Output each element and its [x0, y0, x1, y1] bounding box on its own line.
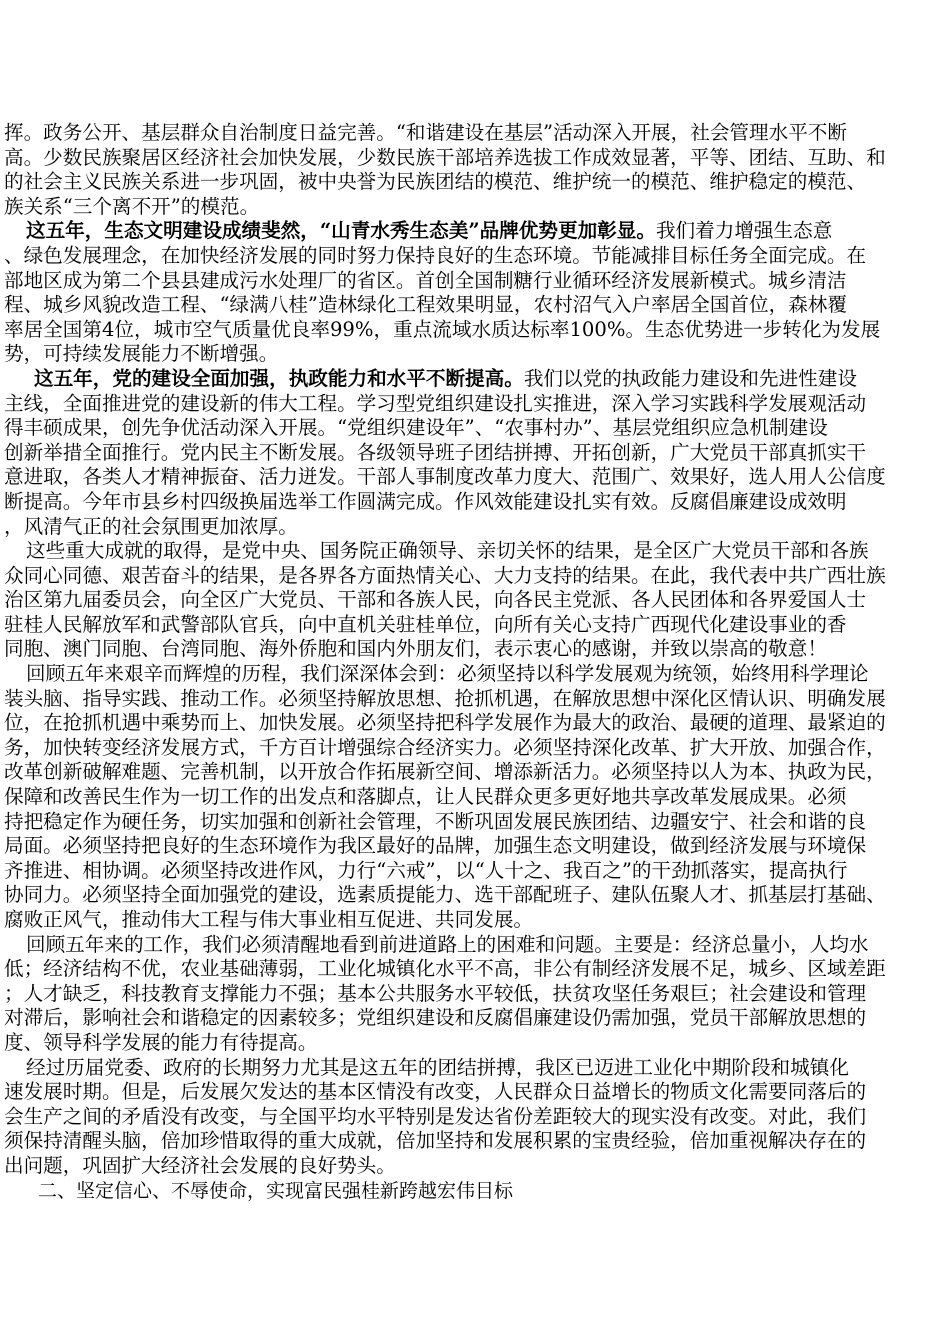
text-line: 局面。必须坚持把良好的生态环境作为我区最好的品牌，加强生态文明建设，做到经济发展与环境保 — [4, 834, 867, 858]
text-line: 众同心同德、艰苦奋斗的结果，是各界各方面热情关心、大力支持的结果。在此，我代表中共广西壮族 — [4, 563, 886, 587]
paragraph-development-stage — [0, 1056, 950, 1179]
text-line: 这些重大成就的取得，是党中央、国务院正确领导、亲切关怀的结果，是全区广大党员干部和各族 — [26, 539, 869, 563]
text-line: 断提高。今年市县乡村四级换届选举工作圆满完成。作风效能建设扎实有效。反腐倡廉建设成效明 — [4, 489, 847, 513]
text-line: 势，可持续发展能力不断增强。 — [4, 342, 279, 366]
section-heading-text: 二、坚定信心、不辱使命，实现富民强桂新跨越宏伟目标 — [38, 1179, 514, 1202]
text-line: 同胞、澳门同胞、台湾同胞、海外侨胞和国内外朋友们，表示衷心的感谢，并致以崇高的敬意！ — [4, 637, 827, 661]
text-line: 族关系“三个离不开”的模范。 — [4, 194, 260, 218]
text-line: 持把稳定作为硬任务，切实加强和创新社会管理，不断巩固发展民族团结、边疆安宁、社会和谐的良 — [4, 809, 867, 833]
text-line: 速发展时期。但是，后发展欠发达的基本区情没有改变，人民群众日益增长的物质文化需要同落后的 — [4, 1080, 867, 1104]
text-line: ，风清气正的社会氛围更加浓厚。 — [4, 514, 298, 538]
text-line: 我们着力增强生态意 — [655, 219, 833, 243]
text-line: 驻桂人民解放军和武警部队官兵，向中直机关驻桂单位，向所有关心支持广西现代化建设事业的香 — [4, 612, 847, 636]
text-line: 度、领导科学发展的能力有待提高。 — [4, 1030, 318, 1054]
text-line: 程、城乡风貌改造工程、“绿满八桂”造林绿化工程效果明显，农村沼气入户率居全国首位，森林覆 — [4, 293, 847, 317]
text-line: 会生产之间的矛盾没有改变，与全国平均水平特别是发达省份差距较大的现实没有改变。对此，我们 — [4, 1104, 867, 1128]
paragraph-acknowledgements — [0, 539, 950, 662]
text-line: 、绿色发展理念，在加快经济发展的同时努力保持良好的生态环境。节能减排目标任务全面完成。在 — [4, 243, 867, 267]
paragraph-grassroots-governance — [0, 121, 950, 219]
paragraph-lead-text: 这五年，党的建设全面加强，执政能力和水平不断提高。 — [34, 366, 524, 390]
text-line: 腐败正风气，推动伟大工程与伟大事业相互促进、共同发展。 — [4, 908, 534, 931]
text-line: 意进取，各类人才精神振奋、活力迸发。干部人事制度改革力度大、范围广、效果好，选人用人公信度 — [4, 465, 886, 489]
text-line: 创新举措全面推行。党内民主不断发展。各级领导班子团结拼搏、开拓创新，广大党员干部真抓实干 — [4, 440, 867, 464]
text-line: 我们以党的执政能力建设和先进性建设 — [523, 366, 857, 390]
text-line: 主线，全面推进党的建设新的伟大工程。学习型党组织建设扎实推进，深入学习实践科学发展观活动 — [4, 391, 867, 415]
document-page — [0, 121, 950, 1321]
text-line: 回顾五年来的工作，我们必须清醒地看到前进道路上的困难和问题。主要是：经济总量小，人均水 — [26, 932, 869, 956]
text-line: 回顾五年来艰辛而辉煌的历程，我们深深体会到：必须坚持以科学发展观为统领，始终用科学理论 — [26, 662, 869, 686]
text-line: 须保持清醒头脑，倍加珍惜取得的重大成就，倍加坚持和发展积累的宝贵经验，倍加重视解决存在的 — [4, 1129, 867, 1153]
text-line: 得丰硕成果，创先争优活动深入开展。“党组织建设年”、“农事村办”、基层党组织应急机制建设 — [4, 416, 828, 440]
section-heading — [0, 1179, 950, 1204]
text-line: 出问题，巩固扩大经济社会发展的良好势头。 — [4, 1153, 396, 1177]
paragraph-ecological-civilization — [0, 219, 950, 367]
text-line: 对滞后，影响社会和谐稳定的因素较多；党组织建设和反腐倡廉建设仍需加强，党员干部解放思想的 — [4, 1006, 867, 1030]
text-line: 高。少数民族聚居区经济社会加快发展，少数民族干部培养选拔工作成效显著，平等、团结、互助、和 — [4, 145, 886, 169]
text-line: 位，在抢抓机遇中乘势而上、加快发展。必须坚持把科学发展作为最大的政治、最硬的道理、最紧迫的 — [4, 711, 886, 735]
text-line: 改革创新破解难题、完善机制，以开放合作拓展新空间、增添新活力。必须坚持以人为本、执政为民， — [4, 760, 886, 784]
text-line: 的社会主义民族关系进一步巩固，被中央誉为民族团结的模范、维护统一的模范、维护稳定的模范、 — [4, 170, 867, 194]
text-line: 协同力。必须坚持全面加强党的建设，选素质提能力、选干部配班子、建队伍聚人才、抓基层打基础、 — [4, 883, 886, 907]
paragraph-problems — [0, 933, 950, 1056]
text-line: 务，加快转变经济发展方式，千方百计增强综合经济实力。必须坚持深化改革、扩大开放、加强合作， — [4, 735, 886, 759]
text-line: 保障和改善民生作为一切工作的出发点和落脚点，让人民群众更多更好地共享改革发展成果。必须 — [4, 785, 847, 809]
text-line: 部地区成为第二个县县建成污水处理厂的省区。首创全国制糖行业循环经济发展新模式。城乡清洁 — [4, 268, 847, 292]
text-line: ；人才缺乏，科技教育支撑能力不强；基本公共服务水平较低，扶贫攻坚任务艰巨；社会建设和管理 — [4, 981, 867, 1005]
paragraph-party-building — [0, 367, 950, 539]
paragraph-lead-text: 这五年，生态文明建设成绩斐然，“山青水秀生态美”品牌优势更加彰显。 — [26, 219, 656, 243]
text-line: 经过历届党委、政府的长期努力尤其是这五年的团结拼搏，我区已迈进工业化中期阶段和城镇化 — [26, 1055, 849, 1079]
text-line: 率居全国第4位，城市空气质量优良率99%，重点流域水质达标率100%。生态优势进一步转化为发展 — [4, 317, 881, 341]
paragraph-experience-review — [0, 662, 950, 933]
text-line: 低；经济结构不优，农业基础薄弱，工业化城镇化水平不高，非公有制经济发展不足，城乡、区域差距 — [4, 957, 886, 981]
text-line: 齐推进、相协调。必须坚持改进作风，力行“六戒”，以“人十之、我百之”的干劲抓落实，提高执行 — [4, 858, 848, 882]
text-line: 装头脑、指导实践、推动工作。必须坚持解放思想、抢抓机遇，在解放思想中深化区情认识、明确发展 — [4, 686, 886, 710]
text-line: 治区第九届委员会，向全区广大党员、干部和各族人民，向各民主党派、各人民团体和各界爱国人士 — [4, 588, 867, 612]
text-line: 挥。政务公开、基层群众自治制度日益完善。“和谐建设在基层”活动深入开展，社会管理水平不断 — [4, 121, 847, 144]
